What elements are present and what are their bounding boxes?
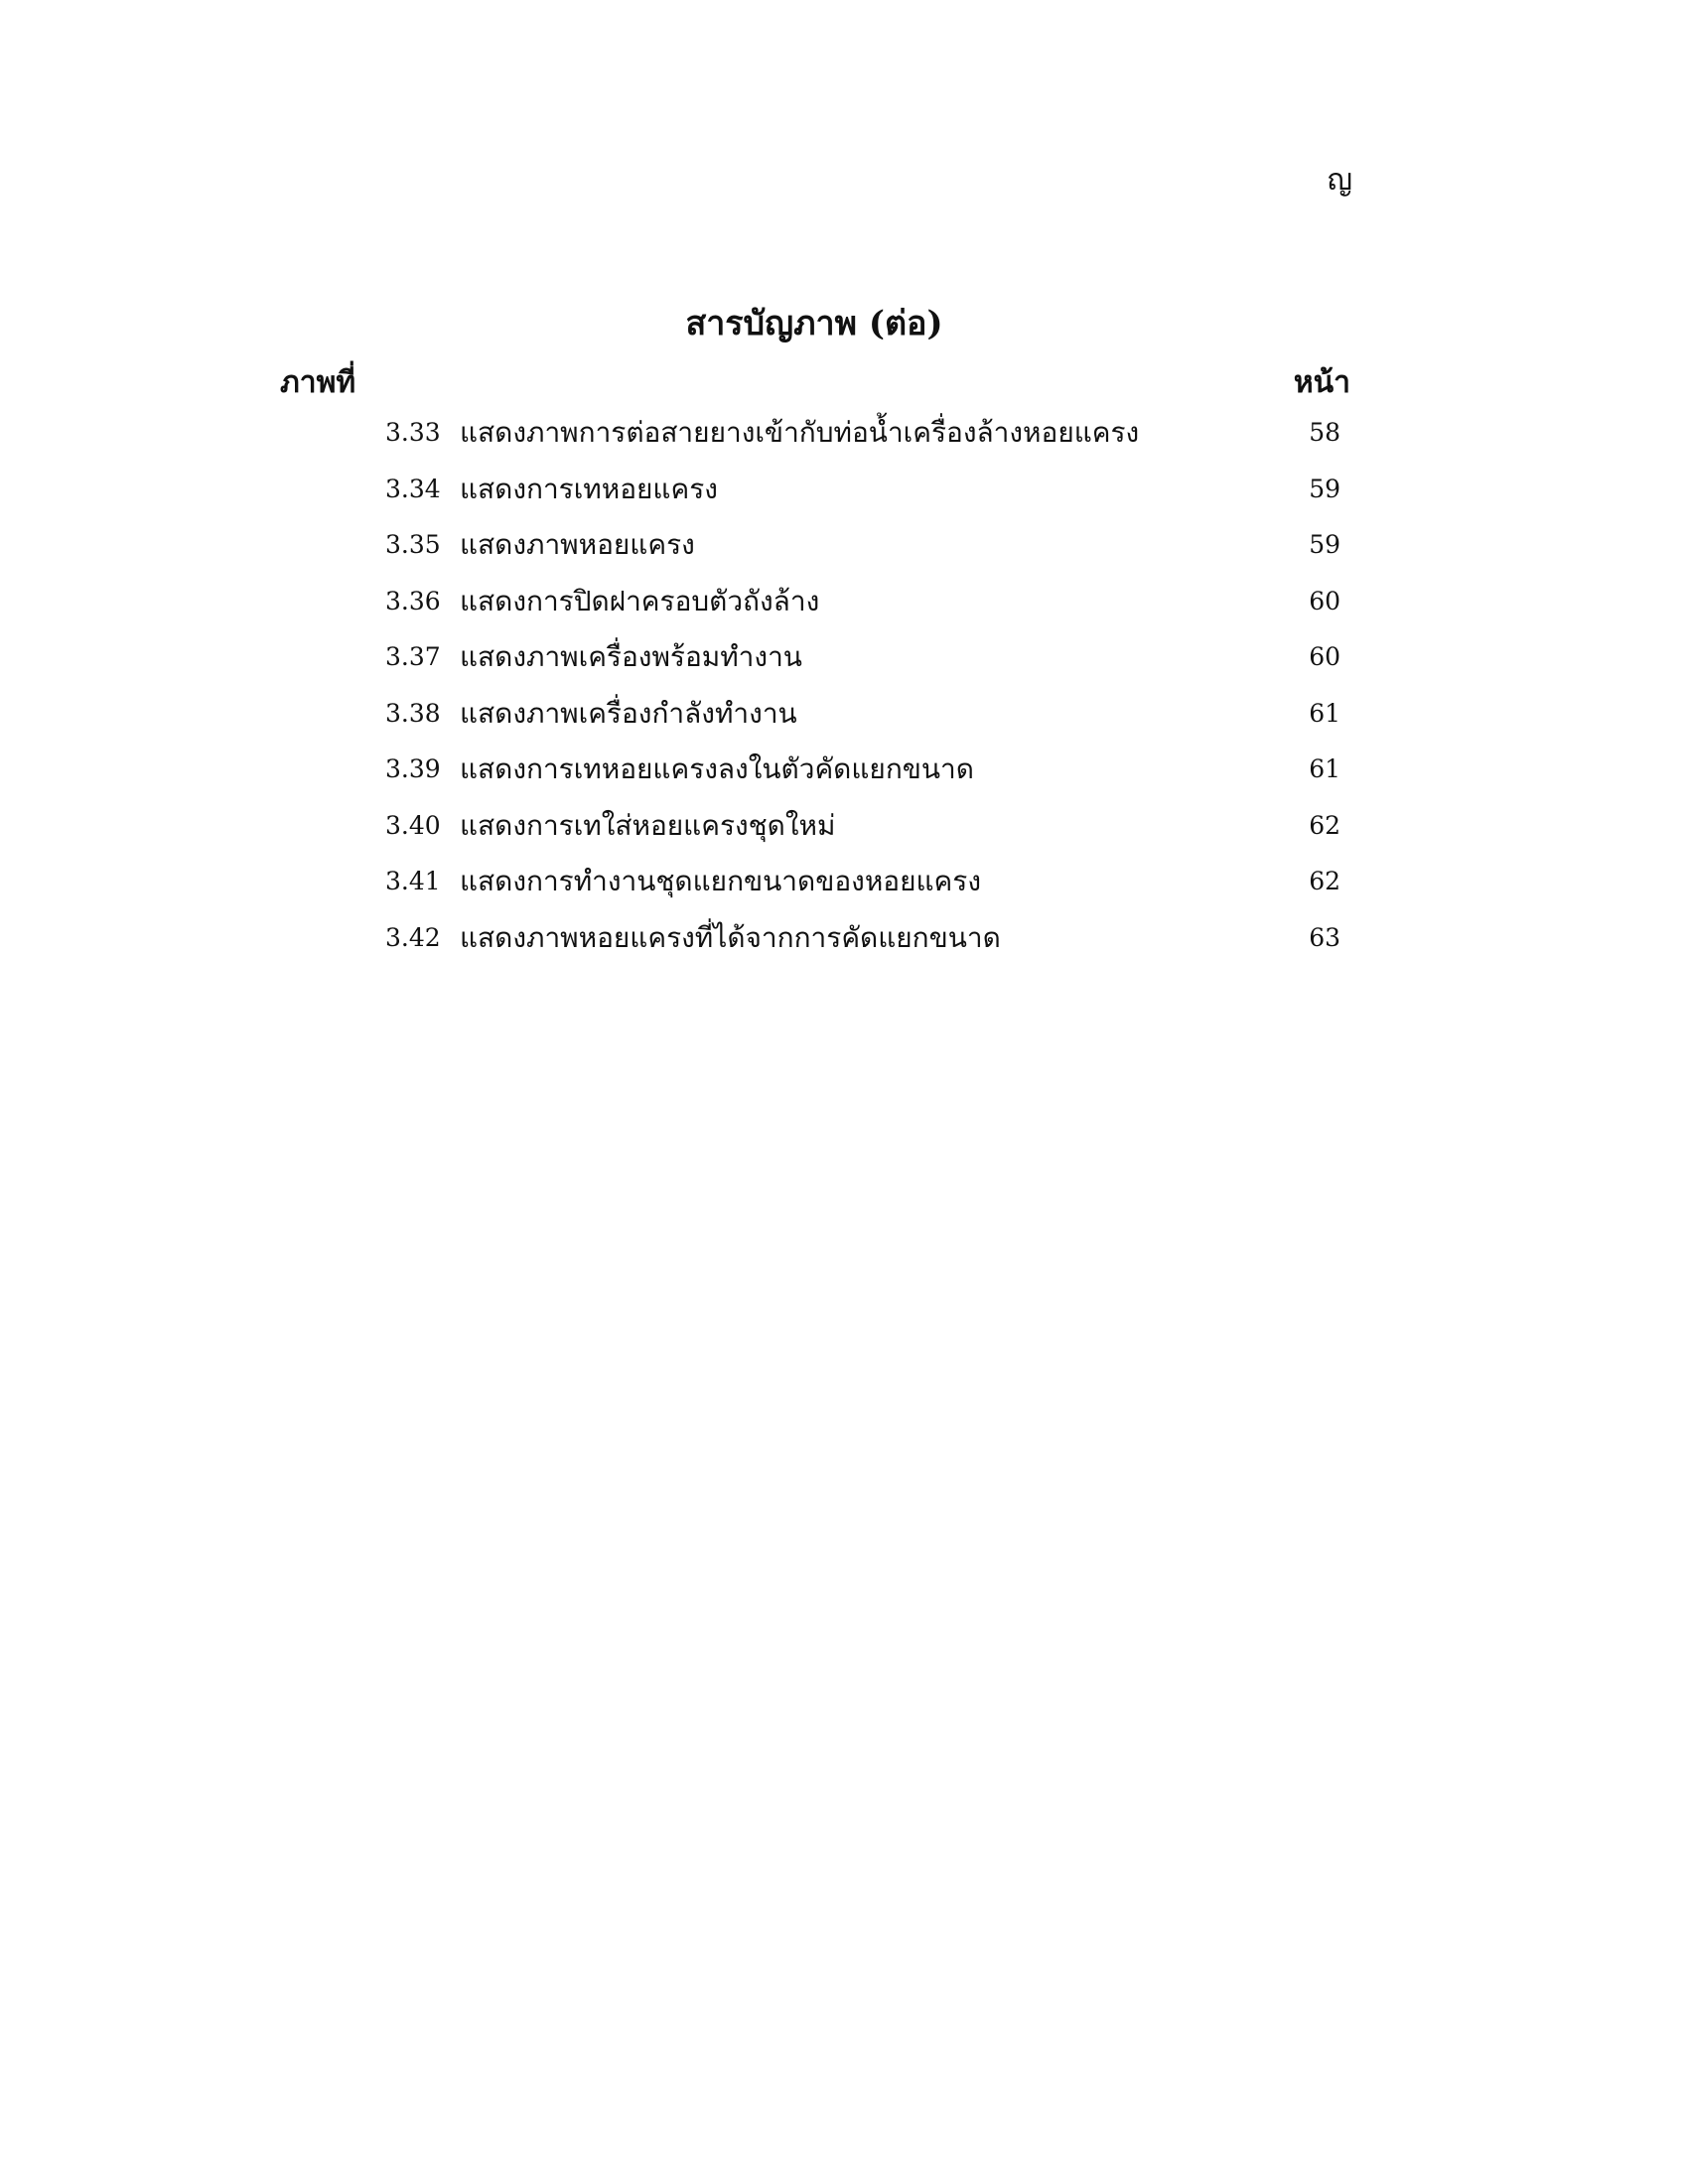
list-item (0, 413, 1688, 470)
figure-number: 3.37 (385, 642, 441, 671)
list-item (0, 694, 1688, 751)
figure-number: 3.41 (385, 867, 441, 895)
figure-caption: แสดงภาพหอยแครง (460, 528, 695, 561)
figure-number: 3.33 (385, 418, 441, 447)
figure-list (0, 413, 1688, 974)
figure-column-header: ภาพที่ (280, 365, 356, 400)
figure-caption: แสดงการเทหอยแครงลงในตัวคัดแยกขนาด (460, 752, 974, 785)
figure-number: 3.35 (385, 530, 441, 559)
page-number: ญ (1327, 163, 1352, 198)
list-item (0, 470, 1688, 526)
page-column-header: หน้า (1293, 365, 1350, 400)
figure-number: 3.38 (385, 698, 441, 728)
figure-caption: แสดงการปิดฝาครอบตัวถังล้าง (460, 584, 820, 617)
figure-caption: แสดงการเทใส่หอยแครงชุดใหม่ (460, 808, 836, 842)
figure-number: 3.34 (385, 474, 441, 503)
list-item (0, 918, 1688, 975)
figure-caption: แสดงภาพหอยแครงที่ได้จากการคัดแยกขนาด (460, 920, 1001, 954)
list-item (0, 582, 1688, 638)
figure-caption: แสดงภาพเครื่องกำลังทำงาน (460, 696, 797, 730)
figure-caption: แสดงการเทหอยแครง (460, 472, 718, 505)
list-item (0, 750, 1688, 806)
figure-caption: แสดงการทำงานชุดแยกขนาดของหอยแครง (460, 865, 981, 897)
figure-page: 58 (1309, 418, 1340, 447)
figure-number: 3.40 (385, 810, 441, 840)
list-item (0, 806, 1688, 863)
figure-page: 60 (1309, 642, 1340, 671)
figure-page: 59 (1309, 474, 1340, 503)
figure-number: 3.42 (385, 922, 441, 952)
figure-page: 61 (1309, 754, 1340, 783)
page-title: สารบัญภาพ (ต่อ) (685, 304, 943, 343)
figure-page: 59 (1309, 530, 1340, 559)
figure-caption: แสดงภาพการต่อสายยางเข้ากับท่อน้ำเครื่องล้างหอยแครง (460, 416, 1140, 449)
figure-number: 3.36 (385, 586, 441, 615)
list-item (0, 862, 1688, 918)
figure-page: 62 (1309, 867, 1340, 895)
list-item (0, 637, 1688, 694)
figure-number: 3.39 (385, 754, 441, 783)
figure-caption: แสดงภาพเครื่องพร้อมทำงาน (460, 640, 802, 673)
list-item (0, 525, 1688, 582)
figure-page: 62 (1309, 810, 1340, 840)
figure-page: 60 (1309, 586, 1340, 615)
figure-page: 61 (1309, 698, 1340, 728)
figure-page: 63 (1309, 922, 1340, 952)
